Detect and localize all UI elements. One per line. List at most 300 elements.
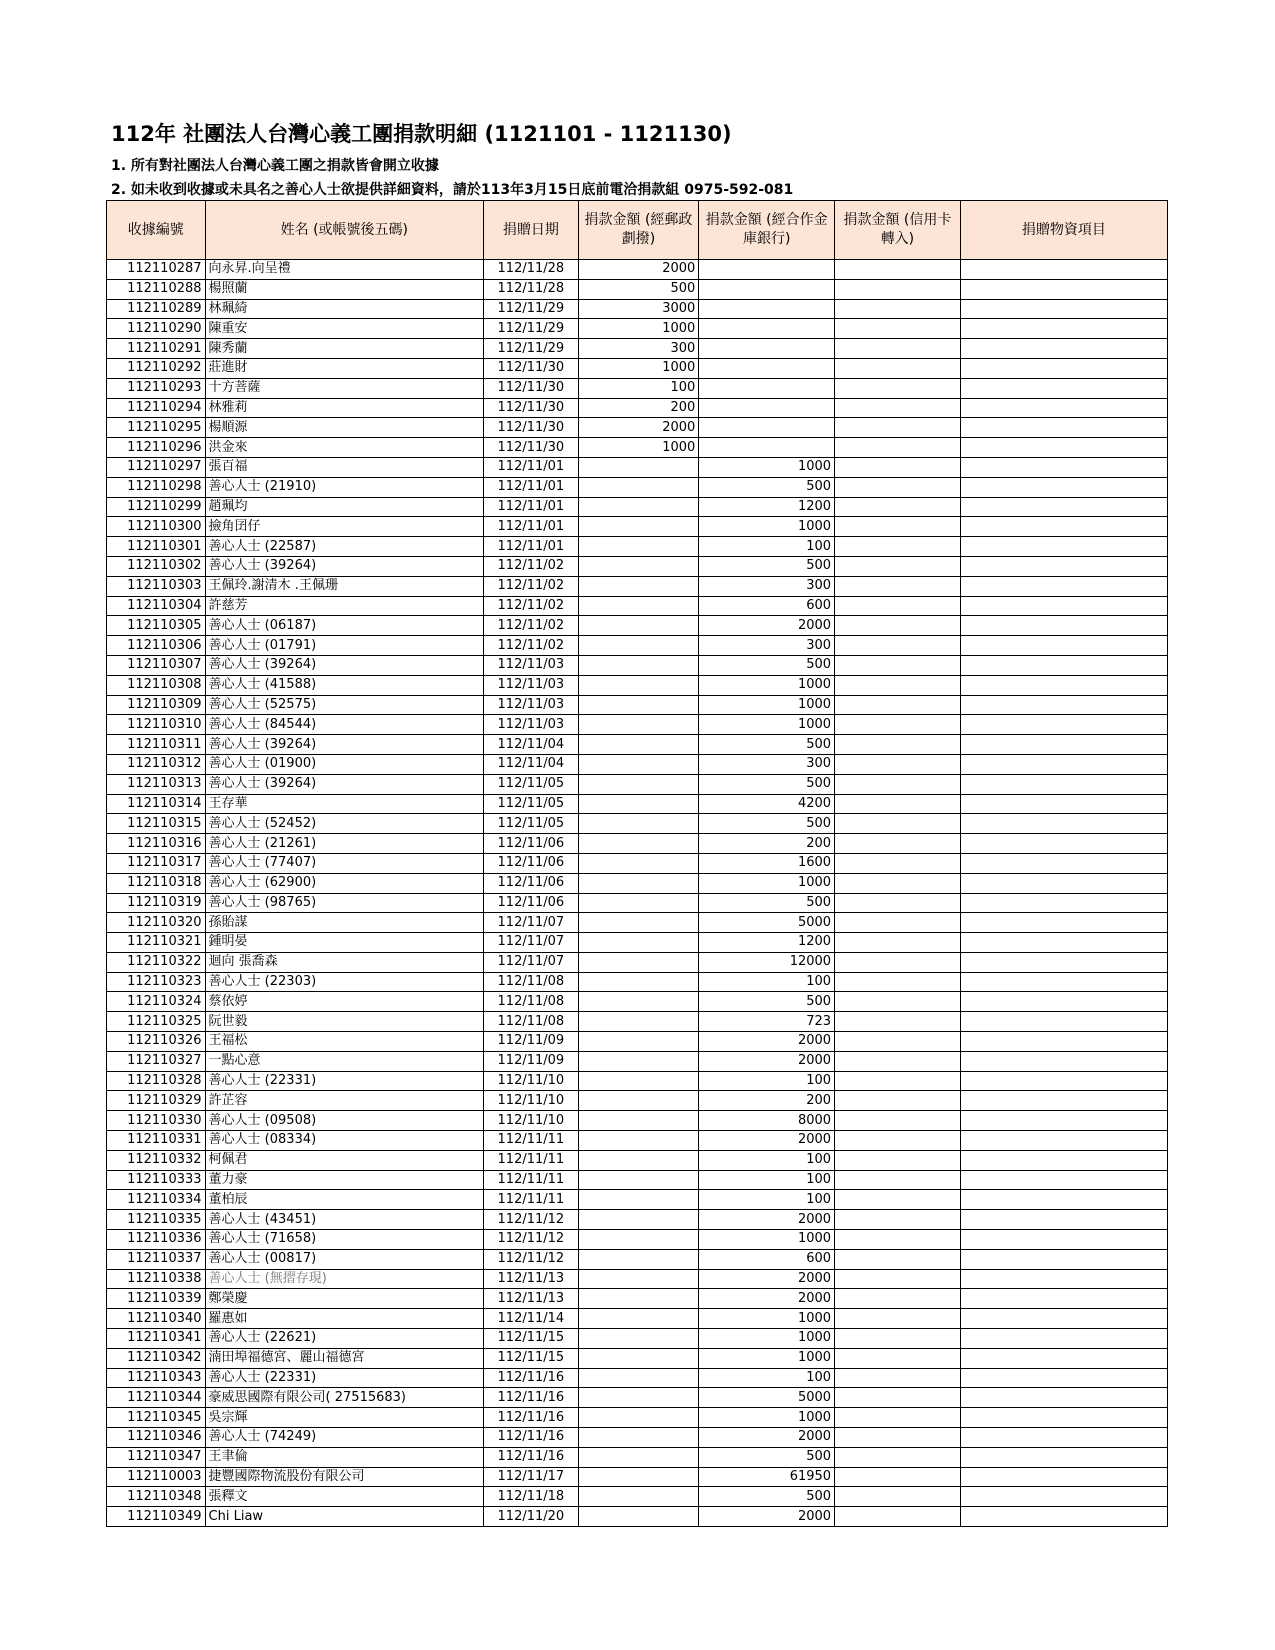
cell-postal-amount [578,1131,699,1151]
cell-goods [960,1150,1167,1170]
cell-goods [960,715,1167,735]
cell-date: 112/11/30 [484,418,579,438]
cell-date: 112/11/07 [484,952,579,972]
cell-goods [960,972,1167,992]
cell-receipt: 112110341 [107,1329,206,1349]
cell-receipt: 112110305 [107,616,206,636]
cell-postal-amount [578,794,699,814]
cell-name: 善心人士 (62900) [205,873,484,893]
table-row [107,636,1168,656]
table-row [107,735,1168,755]
cell-card-amount [835,952,961,972]
cell-goods [960,933,1167,953]
cell-bank-amount: 2000 [699,1051,835,1071]
cell-bank-amount: 1000 [699,675,835,695]
cell-card-amount [835,675,961,695]
cell-bank-amount: 2000 [699,1131,835,1151]
cell-bank-amount: 500 [699,1487,835,1507]
table-row [107,1329,1168,1349]
cell-card-amount [835,814,961,834]
cell-bank-amount: 12000 [699,952,835,972]
cell-card-amount [835,279,961,299]
cell-goods [960,1388,1167,1408]
cell-name: 善心人士 (39264) [205,774,484,794]
cell-receipt: 112110329 [107,1091,206,1111]
table-row [107,279,1168,299]
cell-goods [960,537,1167,557]
table-row [107,933,1168,953]
cell-postal-amount [578,636,699,656]
table-row [107,339,1168,359]
cell-name: 張釋文 [205,1487,484,1507]
cell-bank-amount: 1000 [699,1230,835,1250]
cell-bank-amount: 5000 [699,913,835,933]
cell-card-amount [835,1348,961,1368]
cell-goods [960,497,1167,517]
table-row [107,517,1168,537]
cell-card-amount [835,1289,961,1309]
note-receipt: 1. 所有對社團法人台灣心義工團之捐款皆會開立收據 [111,158,439,174]
cell-date: 112/11/15 [484,1348,579,1368]
cell-date: 112/11/30 [484,358,579,378]
cell-date: 112/11/12 [484,1210,579,1230]
table-row [107,1467,1168,1487]
cell-goods [960,675,1167,695]
cell-date: 112/11/05 [484,774,579,794]
cell-bank-amount [699,418,835,438]
cell-bank-amount: 2000 [699,616,835,636]
cell-postal-amount [578,834,699,854]
cell-name: 許慈芳 [205,596,484,616]
header-date: 捐贈日期 [484,201,579,260]
cell-postal-amount: 2000 [578,260,699,280]
table-row [107,1091,1168,1111]
cell-card-amount [835,1368,961,1388]
header-postal-amount: 捐款金額 (經郵政劃撥) [578,201,699,260]
cell-postal-amount [578,576,699,596]
table-row [107,319,1168,339]
table-row [107,537,1168,557]
table-row [107,992,1168,1012]
cell-receipt: 112110289 [107,299,206,319]
cell-card-amount [835,1032,961,1052]
cell-postal-amount [578,1032,699,1052]
cell-name: 王聿倫 [205,1447,484,1467]
cell-card-amount [835,1507,961,1527]
cell-bank-amount: 100 [699,972,835,992]
cell-goods [960,1329,1167,1349]
cell-card-amount [835,1111,961,1131]
cell-date: 112/11/11 [484,1170,579,1190]
cell-date: 112/11/04 [484,735,579,755]
cell-date: 112/11/04 [484,754,579,774]
cell-goods [960,1170,1167,1190]
cell-postal-amount [578,1507,699,1527]
cell-bank-amount [699,438,835,458]
cell-receipt: 112110306 [107,636,206,656]
table-row [107,814,1168,834]
cell-date: 112/11/01 [484,517,579,537]
cell-card-amount [835,1012,961,1032]
cell-receipt: 112110319 [107,893,206,913]
cell-card-amount [835,299,961,319]
cell-postal-amount [578,1051,699,1071]
cell-date: 112/11/29 [484,299,579,319]
table-row [107,1111,1168,1131]
table-row [107,299,1168,319]
cell-postal-amount [578,1230,699,1250]
cell-date: 112/11/06 [484,873,579,893]
cell-bank-amount: 500 [699,655,835,675]
cell-goods [960,299,1167,319]
cell-bank-amount: 500 [699,814,835,834]
cell-date: 112/11/28 [484,260,579,280]
cell-goods [960,279,1167,299]
cell-card-amount [835,339,961,359]
cell-name: 善心人士 (21910) [205,477,484,497]
cell-bank-amount: 500 [699,1447,835,1467]
table-row [107,794,1168,814]
cell-postal-amount [578,952,699,972]
table-row [107,873,1168,893]
cell-receipt: 112110342 [107,1348,206,1368]
cell-goods [960,873,1167,893]
table-row [107,457,1168,477]
cell-name: 楊順源 [205,418,484,438]
cell-name: 鄭榮慶 [205,1289,484,1309]
table-row [107,1190,1168,1210]
cell-name: 莊進財 [205,358,484,378]
cell-card-amount [835,418,961,438]
header-row [107,201,1168,260]
cell-date: 112/11/29 [484,339,579,359]
cell-receipt: 112110290 [107,319,206,339]
cell-bank-amount: 1200 [699,933,835,953]
cell-card-amount [835,378,961,398]
cell-receipt: 112110304 [107,596,206,616]
cell-goods [960,754,1167,774]
cell-receipt: 112110320 [107,913,206,933]
cell-bank-amount: 300 [699,754,835,774]
cell-card-amount [835,992,961,1012]
cell-goods [960,1131,1167,1151]
cell-receipt: 112110340 [107,1309,206,1329]
cell-date: 112/11/18 [484,1487,579,1507]
table-row [107,1289,1168,1309]
cell-name: 善心人士 (21261) [205,834,484,854]
cell-postal-amount [578,814,699,834]
cell-card-amount [835,556,961,576]
table-row [107,1447,1168,1467]
cell-goods [960,735,1167,755]
cell-goods [960,1368,1167,1388]
cell-card-amount [835,1150,961,1170]
cell-receipt: 112110347 [107,1447,206,1467]
table-row [107,616,1168,636]
cell-bank-amount: 1000 [699,1329,835,1349]
cell-goods [960,1408,1167,1428]
cell-bank-amount: 300 [699,636,835,656]
cell-date: 112/11/08 [484,992,579,1012]
cell-receipt: 112110317 [107,853,206,873]
cell-goods [960,517,1167,537]
cell-card-amount [835,754,961,774]
cell-card-amount [835,1467,961,1487]
cell-card-amount [835,774,961,794]
cell-bank-amount: 1000 [699,457,835,477]
cell-receipt: 112110293 [107,378,206,398]
cell-card-amount [835,1408,961,1428]
cell-date: 112/11/16 [484,1428,579,1448]
cell-bank-amount [699,358,835,378]
cell-card-amount [835,319,961,339]
cell-date: 112/11/12 [484,1249,579,1269]
cell-goods [960,418,1167,438]
cell-receipt: 112110302 [107,556,206,576]
cell-name: 林雅莉 [205,398,484,418]
cell-bank-amount: 300 [699,576,835,596]
cell-postal-amount [578,715,699,735]
cell-name: 善心人士 (84544) [205,715,484,735]
cell-bank-amount: 1000 [699,1348,835,1368]
cell-name: 善心人士 (無摺存現) [205,1269,484,1289]
cell-name: 善心人士 (22331) [205,1368,484,1388]
cell-card-amount [835,260,961,280]
cell-receipt: 112110296 [107,438,206,458]
cell-name: 十方菩薩 [205,378,484,398]
cell-goods [960,1348,1167,1368]
cell-date: 112/11/10 [484,1111,579,1131]
cell-card-amount [835,1447,961,1467]
cell-receipt: 112110344 [107,1388,206,1408]
table-row [107,1170,1168,1190]
cell-postal-amount [578,1309,699,1329]
cell-postal-amount [578,1249,699,1269]
cell-date: 112/11/05 [484,794,579,814]
cell-goods [960,596,1167,616]
cell-postal-amount [578,695,699,715]
cell-date: 112/11/10 [484,1091,579,1111]
cell-date: 112/11/16 [484,1368,579,1388]
header-receipt: 收據編號 [107,201,206,260]
cell-name: 許芷容 [205,1091,484,1111]
cell-date: 112/11/11 [484,1150,579,1170]
cell-card-amount [835,358,961,378]
cell-postal-amount: 2000 [578,418,699,438]
cell-receipt: 112110335 [107,1210,206,1230]
page-title: 112年 社團法人台灣心義工團捐款明細 (1121101 - 1121130) [111,122,732,146]
cell-goods [960,1507,1167,1527]
cell-postal-amount [578,893,699,913]
cell-postal-amount [578,754,699,774]
cell-bank-amount: 1000 [699,715,835,735]
cell-goods [960,1032,1167,1052]
table-row [107,378,1168,398]
table-row [107,853,1168,873]
cell-receipt: 112110326 [107,1032,206,1052]
cell-bank-amount: 1200 [699,497,835,517]
cell-card-amount [835,616,961,636]
cell-goods [960,576,1167,596]
cell-name: 善心人士 (22331) [205,1071,484,1091]
cell-name: 善心人士 (39264) [205,655,484,675]
cell-receipt: 112110295 [107,418,206,438]
cell-receipt: 112110349 [107,1507,206,1527]
cell-bank-amount: 5000 [699,1388,835,1408]
cell-postal-amount [578,1428,699,1448]
cell-receipt: 112110336 [107,1230,206,1250]
table-row [107,1428,1168,1448]
cell-goods [960,695,1167,715]
cell-postal-amount [578,1012,699,1032]
cell-name: 陳秀蘭 [205,339,484,359]
cell-goods [960,1428,1167,1448]
cell-bank-amount [699,260,835,280]
cell-card-amount [835,1051,961,1071]
cell-card-amount [835,794,961,814]
table-row [107,398,1168,418]
cell-postal-amount [578,517,699,537]
cell-goods [960,1447,1167,1467]
cell-bank-amount: 2000 [699,1210,835,1230]
cell-card-amount [835,933,961,953]
header-name: 姓名 (或帳號後五碼) [205,201,484,260]
cell-bank-amount: 500 [699,556,835,576]
cell-goods [960,1012,1167,1032]
cell-receipt: 112110339 [107,1289,206,1309]
cell-date: 112/11/10 [484,1071,579,1091]
cell-name: 善心人士 (43451) [205,1210,484,1230]
table-row [107,596,1168,616]
cell-name: 王佩玲.謝清木 .王佩珊 [205,576,484,596]
cell-goods [960,378,1167,398]
cell-postal-amount [578,1408,699,1428]
cell-bank-amount: 100 [699,1170,835,1190]
cell-name: 王存華 [205,794,484,814]
cell-bank-amount: 2000 [699,1507,835,1527]
cell-receipt: 112110322 [107,952,206,972]
cell-name: 善心人士 (00817) [205,1249,484,1269]
table-row [107,358,1168,378]
cell-date: 112/11/01 [484,477,579,497]
cell-receipt: 112110325 [107,1012,206,1032]
cell-card-amount [835,1329,961,1349]
cell-goods [960,774,1167,794]
cell-card-amount [835,735,961,755]
cell-bank-amount [699,299,835,319]
cell-card-amount [835,834,961,854]
cell-bank-amount: 200 [699,834,835,854]
cell-card-amount [835,1388,961,1408]
cell-card-amount [835,1131,961,1151]
table-row [107,1507,1168,1527]
cell-date: 112/11/01 [484,537,579,557]
cell-bank-amount: 723 [699,1012,835,1032]
cell-name: 豪威思國際有限公司( 27515683) [205,1388,484,1408]
cell-name: 善心人士 (52452) [205,814,484,834]
cell-name: 楊照蘭 [205,279,484,299]
cell-goods [960,1190,1167,1210]
cell-receipt: 112110292 [107,358,206,378]
cell-goods [960,893,1167,913]
cell-postal-amount [578,873,699,893]
cell-bank-amount: 1000 [699,873,835,893]
cell-postal-amount [578,913,699,933]
cell-card-amount [835,873,961,893]
cell-name: 張百福 [205,457,484,477]
cell-name: 善心人士 (74249) [205,1428,484,1448]
table-row [107,418,1168,438]
cell-receipt: 112110314 [107,794,206,814]
cell-postal-amount [578,497,699,517]
cell-goods [960,398,1167,418]
cell-name: 善心人士 (22303) [205,972,484,992]
cell-goods [960,1210,1167,1230]
cell-goods [960,1487,1167,1507]
cell-bank-amount [699,279,835,299]
table-row [107,1487,1168,1507]
cell-receipt: 112110301 [107,537,206,557]
cell-card-amount [835,497,961,517]
cell-name: 善心人士 (71658) [205,1230,484,1250]
cell-receipt: 112110297 [107,457,206,477]
cell-name: 鍾明晏 [205,933,484,953]
cell-receipt: 112110298 [107,477,206,497]
cell-date: 112/11/02 [484,596,579,616]
cell-date: 112/11/07 [484,933,579,953]
cell-receipt: 112110321 [107,933,206,953]
cell-date: 112/11/09 [484,1051,579,1071]
cell-name: 善心人士 (22621) [205,1329,484,1349]
cell-card-amount [835,457,961,477]
cell-postal-amount [578,596,699,616]
cell-receipt: 112110331 [107,1131,206,1151]
cell-name: 王福松 [205,1032,484,1052]
cell-goods [960,1111,1167,1131]
table-row [107,1071,1168,1091]
cell-card-amount [835,695,961,715]
cell-postal-amount [578,477,699,497]
cell-card-amount [835,893,961,913]
cell-receipt: 112110303 [107,576,206,596]
cell-name: 柯佩君 [205,1150,484,1170]
cell-goods [960,1269,1167,1289]
table-row [107,260,1168,280]
cell-bank-amount: 500 [699,992,835,1012]
cell-date: 112/11/16 [484,1408,579,1428]
cell-card-amount [835,1269,961,1289]
cell-receipt: 112110300 [107,517,206,537]
table-row [107,438,1168,458]
table-row [107,913,1168,933]
cell-name: 陳重安 [205,319,484,339]
cell-goods [960,1249,1167,1269]
cell-date: 112/11/15 [484,1329,579,1349]
cell-date: 112/11/06 [484,893,579,913]
cell-postal-amount [578,655,699,675]
cell-name: 善心人士 (52575) [205,695,484,715]
cell-name: 善心人士 (77407) [205,853,484,873]
table-row [107,477,1168,497]
cell-date: 112/11/05 [484,814,579,834]
table-row [107,1051,1168,1071]
table-row [107,774,1168,794]
cell-bank-amount: 200 [699,1091,835,1111]
cell-bank-amount: 8000 [699,1111,835,1131]
cell-receipt: 112110312 [107,754,206,774]
cell-name: 善心人士 (39264) [205,735,484,755]
table-row [107,1309,1168,1329]
